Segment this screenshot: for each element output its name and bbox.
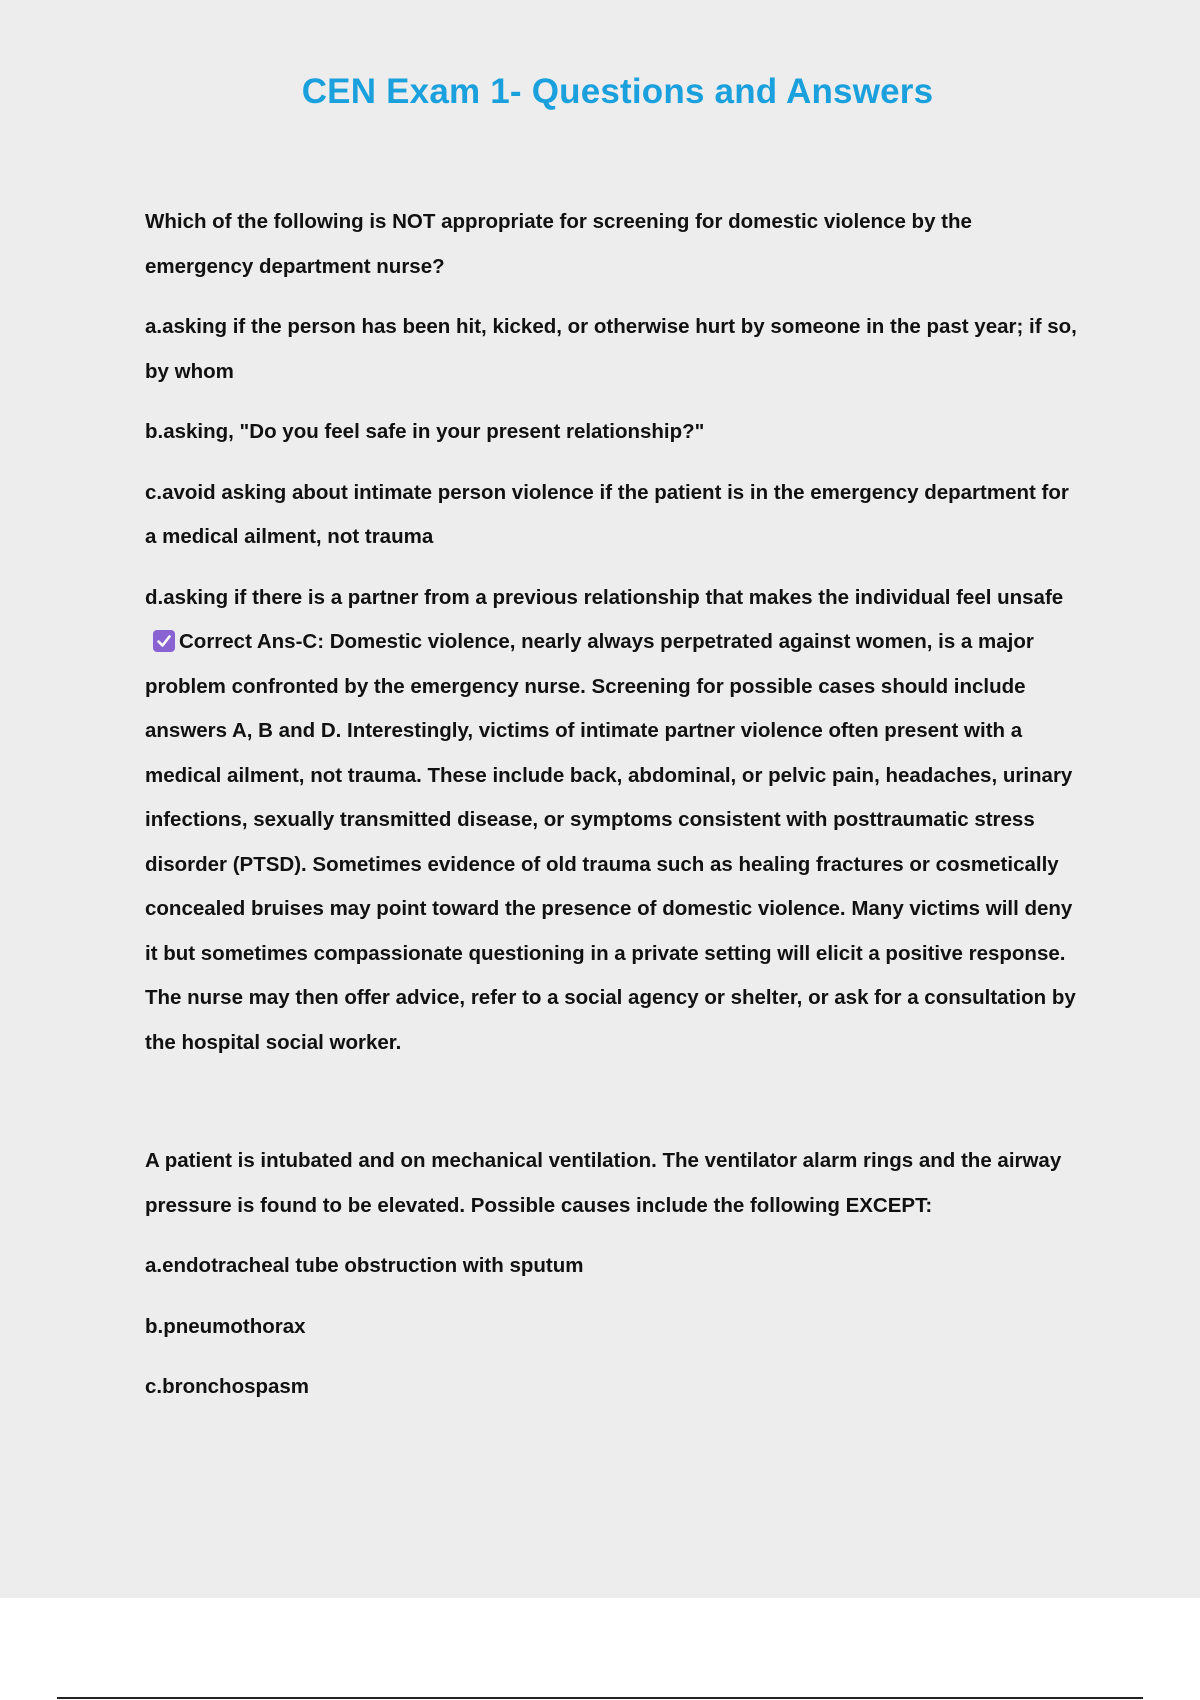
question-2-stem: A patient is intubated and on mechanical ventilation. The ventilator alarm rings and the airway pressure is found to be elevated. Possible causes include the following EXCEPT: (145, 1149, 1062, 1217)
question-1-option-b: b.asking, "Do you feel safe in your present relationship?" (145, 420, 705, 443)
question-1-stem: Which of the following is NOT appropriate for screening for domestic violence by the emergency department nurse? (145, 210, 972, 278)
question-2-option-c: c.bronchospasm (145, 1375, 310, 1398)
check-box-icon (153, 630, 175, 652)
question-2-option-a: a.endotracheal tube obstruction with sputum (145, 1254, 584, 1277)
question-2-option-b: b.pneumothorax (145, 1314, 306, 1338)
question-1-answer: Correct Ans-C: Domestic violence, nearly always perpetrated against women, is a major problem confronted by the emergency nurse. Screening for possible cases should include answers A, B and D. Interestingly, victims of intimate partner violence often present with a medical ailment, not trauma. These include back, abdominal, or pelvic pain, headaches, urinary infections, sexually transmitted disease, or symptoms consistent with posttraumatic stress disorder (PTSD). Sometimes evidence of old trauma such as healing fractures or cosmetically concealed bruises may point toward the presence of domestic violence. Many victims will deny it but sometimes compassionate questioning in a private setting will elicit a positive response. The nurse may then offer advice, refer to a social agency or shelter, or ask for a consultation by the hospital social worker. (145, 630, 1076, 1054)
footer-divider (57, 1697, 1143, 1699)
question-1-option-a: a.asking if the person has been hit, kicked, or otherwise hurt by someone in the past year; if so, by whom (145, 315, 1077, 383)
page-title: CEN Exam 1- Questions and Answers (301, 72, 934, 111)
document-body (145, 200, 1085, 1426)
question-1-option-c: c.avoid asking about intimate person violence if the patient is in the emergency department for a medical ailment, not trauma (145, 480, 1069, 548)
question-1-option-d-with-answer (145, 576, 1085, 1066)
question-1-option-d: d.asking if there is a partner from a previous relationship that makes the individual feel unsafe (145, 585, 1064, 609)
